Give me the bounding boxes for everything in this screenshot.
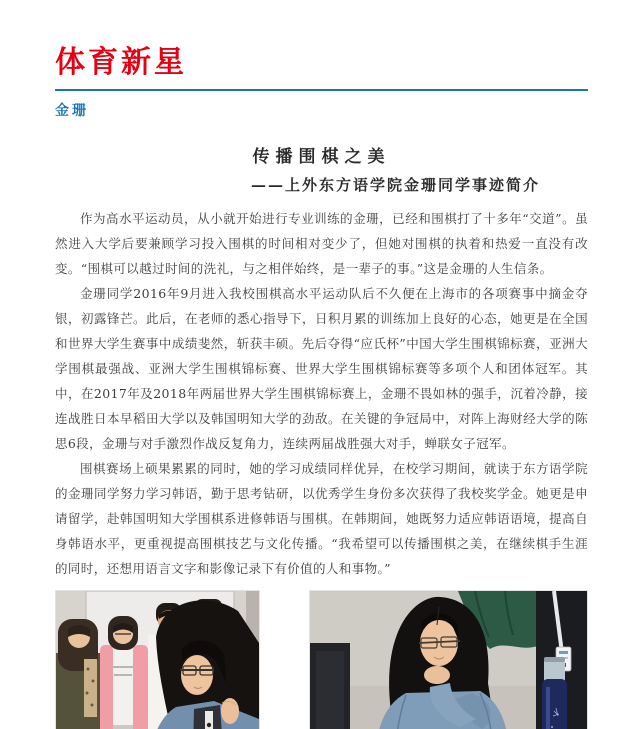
byline: 金珊 (55, 103, 89, 119)
article-body (55, 206, 588, 581)
article-paragraph-3: 围棋赛场上硕果累累的同时，她的学习成绩同样优异，在校学习期间，就读于东方语学院的金珊同学努力学习韩语，勤于思考钻研，以优秀学生身份多次获得了我校奖学金。她更是申请留学，赴韩国明知大学围棋系进修韩语与围棋。在韩期间，她既努力适应韩语语境，提高自身韩语水平，更重视提高围棋技艺与文化传播。“我希望可以传播围棋之美，在继续棋手生涯的同时，还想用语言文字和影像记录下有价值的人和事物。” (55, 461, 588, 576)
article-subtitle: ——上外东方语学院金珊同学事迹简介 (250, 176, 540, 194)
section-title: 体育新星 (55, 45, 187, 80)
photo-go-match-image (310, 591, 587, 729)
photo-row (55, 590, 588, 729)
photo-go-training (55, 590, 260, 729)
section-divider (55, 89, 588, 91)
article-paragraph-2: 金珊同学2016年9月进入我校围棋高水平运动队后不久便在上海市的各项赛事中摘金夺银，初露锋芒。此后，在老师的悉心指导下，日积月累的训练加上良好的心态，她更是在全国和世界大学生赛事中成绩斐然，斩获丰硕。先后夺得“应氏杯”中国大学生围棋锦标赛，亚洲大学围棋最强战、亚洲大学生围棋锦标赛、世界大学生围棋锦标赛等多项个人和团体冠军。其中，在2017年及2018年两届世界大学生围棋锦标赛上，金珊不畏如林的强手，沉着冷静，接连战胜日本早稻田大学以及韩国明知大学的劲敌。在关键的争冠局中，对阵上海财经大学的陈思6段，金珊与对手激烈作战反复角力，连续两届战胜强大对手，蝉联女子冠军。 (55, 286, 588, 451)
photo-go-match (309, 590, 588, 729)
article-title: 传播围棋之美 (252, 147, 391, 167)
photo-go-training-image (56, 591, 259, 729)
article-paragraph-1: 作为高水平运动员，从小就开始进行专业训练的金珊，已经和围棋打了十多年“交道”。虽然进入大学后要兼顾学习投入围棋的时间相对变少了，但她对围棋的执着和热爱一直没有改变。“围棋可以越过时间的洗礼，与之相伴始终，是一辈子的事。”这是金珊的人生信条。 (55, 211, 588, 276)
